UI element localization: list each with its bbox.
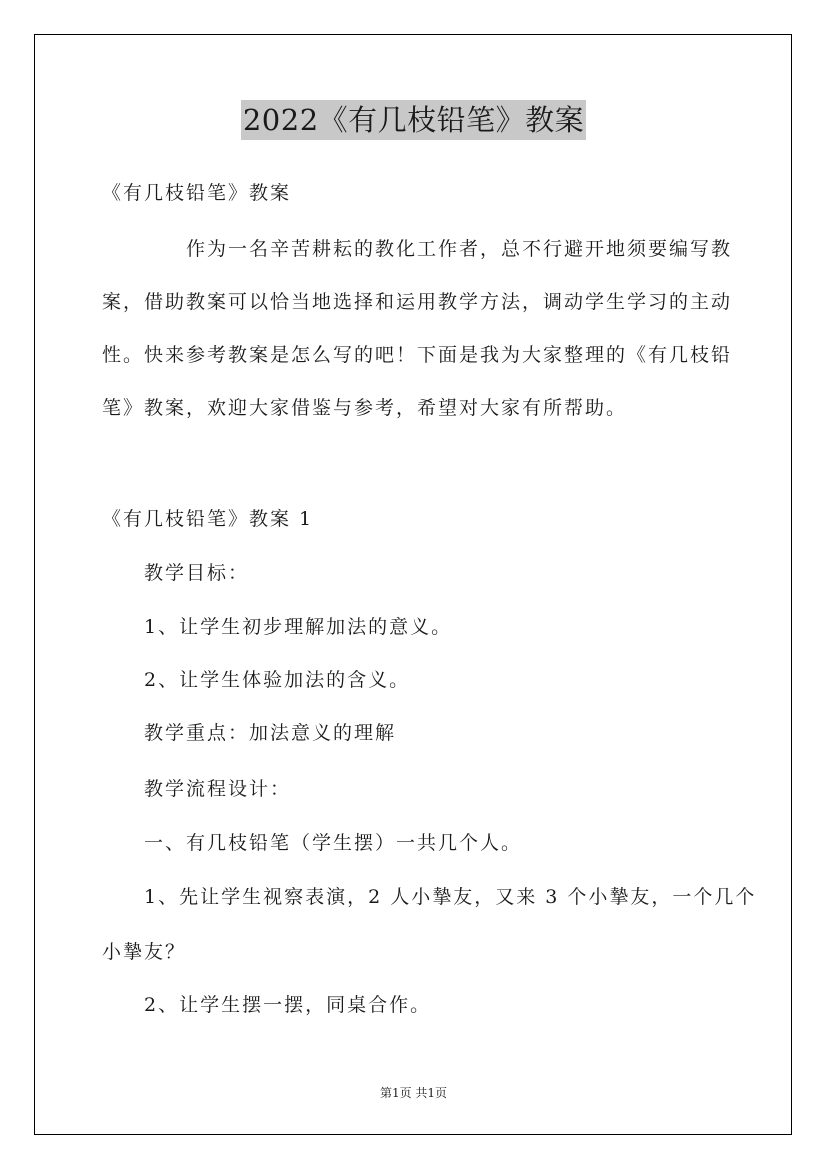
body-line-step-one: 一、有几枝铅笔（学生摆）一共几个人。 <box>144 832 523 854</box>
page-number-footer: 第1页 共1页 <box>379 1086 448 1100</box>
intro-line-2: 案，借助教案可以恰当地选择和运用教学方法，调动学生学习的主动 <box>102 291 733 313</box>
body-line-step-1: 1、先让学生视察表演，2 人小摯友，又来 3 个小摯友，一个几个 <box>144 886 757 908</box>
section-heading: 《有几枝铅笔》教案 1 <box>102 508 314 530</box>
body-line-focus: 教学重点：加法意义的理解 <box>144 722 397 744</box>
intro-line-4: 笔》教案，欢迎大家借鉴与参考，希望对大家有所帮助。 <box>102 397 628 419</box>
body-line-process: 教学流程设计： <box>144 778 292 800</box>
body-line-item-2: 2、让学生体验加法的含义。 <box>144 669 411 691</box>
intro-line-1: 作为一名辛苦耕耘的教化工作者，总不行避开地须要编写教 <box>186 238 733 260</box>
body-line-item-1: 1、让学生初步理解加法的意义。 <box>144 616 453 638</box>
document-title: 2022《有几枝铅笔》教案 <box>241 100 586 140</box>
body-line-step-2: 2、让学生摆一摆，同桌合作。 <box>144 994 432 1016</box>
body-line-objectives: 教学目标： <box>144 562 250 584</box>
document-subtitle: 《有几枝铅笔》教案 <box>102 182 292 204</box>
intro-line-3: 性。快来参考教案是怎么写的吧！下面是我为大家整理的《有几枝铅 <box>102 344 733 366</box>
title-container <box>0 100 827 140</box>
body-line-step-1-cont: 小摯友？ <box>102 941 187 963</box>
